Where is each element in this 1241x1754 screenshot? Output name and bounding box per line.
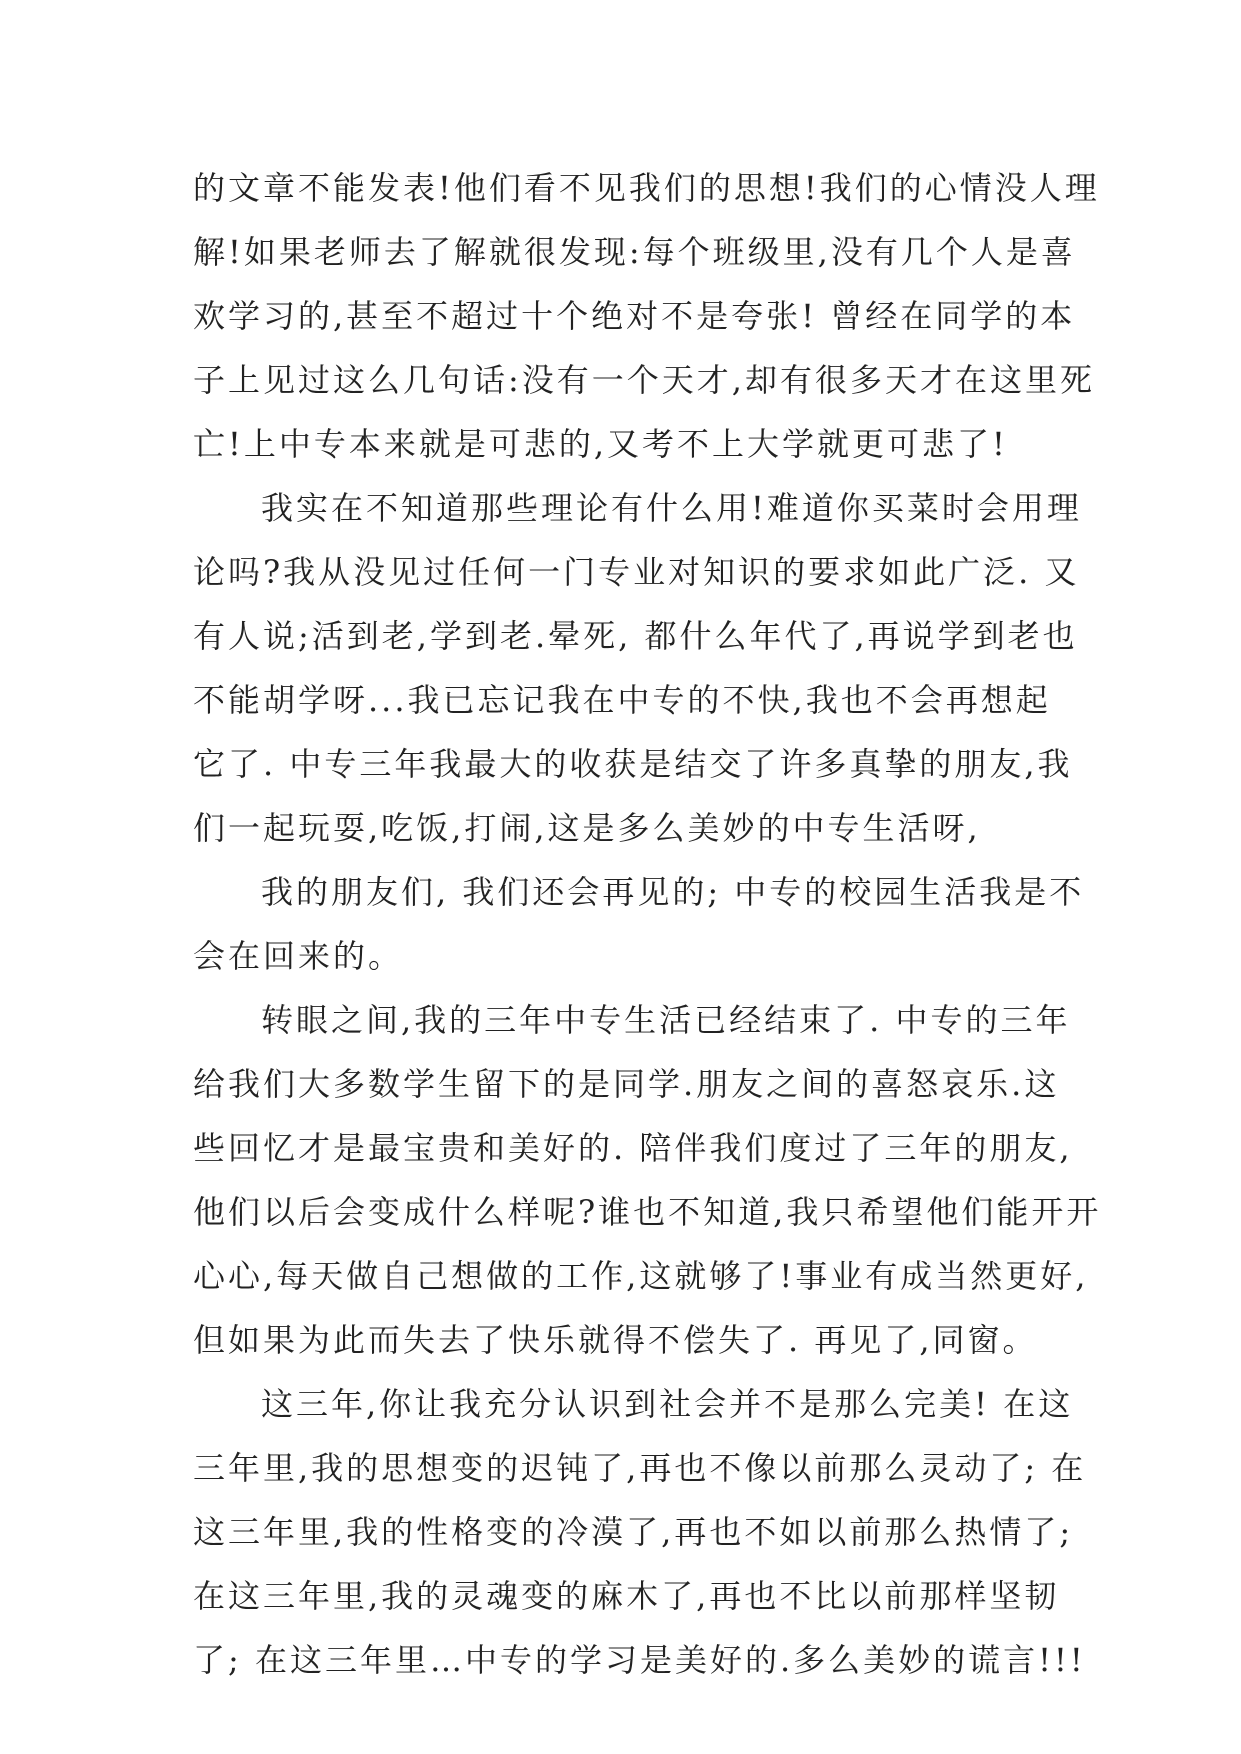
text-line: 我的朋友们, 我们还会再见的; 中专的校园生活我是不: [261, 873, 1085, 911]
text-line: 们一起玩耍,吃饭,打闹,这是多么美妙的中专生活呀,: [193, 809, 981, 847]
text-line: 给我们大多数学生留下的是同学.朋友之间的喜怒哀乐.这: [193, 1065, 1060, 1103]
text-line: 些回忆才是最宝贵和美好的. 陪伴我们度过了三年的朋友,: [193, 1129, 1073, 1167]
text-line: 会在回来的。: [193, 937, 404, 975]
text-line: 解!如果老师去了解就很发现:每个班级里,没有几个人是喜: [193, 233, 1076, 271]
text-line: 不能胡学呀...我已忘记我在中专的不快,我也不会再想起: [193, 681, 1051, 719]
text-line: 三年里,我的思想变的迟钝了,再也不像以前那么灵动了; 在: [193, 1449, 1087, 1487]
text-line: 它了. 中专三年我最大的收获是结交了许多真挚的朋友,我: [193, 745, 1073, 783]
text-line: 了; 在这三年里…中专的学习是美好的.多么美妙的谎言!!!: [193, 1641, 1086, 1679]
text-line: 有人说;活到老,学到老.晕死, 都什么年代了,再说学到老也: [193, 617, 1078, 655]
text-line: 论吗?我从没见过任何一门专业对知识的要求如此广泛. 又: [193, 553, 1080, 591]
text-line: 这三年,你让我充分认识到社会并不是那么完美! 在这: [261, 1385, 1074, 1423]
text-line: 亡!上中专本来就是可悲的,又考不上大学就更可悲了!: [193, 425, 1008, 463]
text-line: 的文章不能发表!他们看不见我们的思想!我们的心情没人理: [193, 169, 1100, 207]
text-line: 但如果为此而失去了快乐就得不偿失了. 再见了,同窗。: [193, 1321, 1038, 1359]
text-line: 心心,每天做自己想做的工作,这就够了!事业有成当然更好,: [193, 1257, 1089, 1295]
text-line: 我实在不知道那些理论有什么用!难道你买菜时会用理: [261, 489, 1082, 527]
text-line: 欢学习的,甚至不超过十个绝对不是夸张! 曾经在同学的本: [193, 297, 1076, 335]
text-line: 子上见过这么几句话:没有一个天才,却有很多天才在这里死: [193, 361, 1095, 399]
text-line: 他们以后会变成什么样呢?谁也不知道,我只希望他们能开开: [193, 1193, 1102, 1231]
text-line: 在这三年里,我的灵魂变的麻木了,再也不比以前那样坚韧: [193, 1577, 1060, 1615]
document-body: [193, 156, 1102, 1692]
text-line: 转眼之间,我的三年中专生活已经结束了. 中专的三年: [261, 1001, 1071, 1039]
text-line: 这三年里,我的性格变的冷漠了,再也不如以前那么热情了;: [193, 1513, 1074, 1551]
